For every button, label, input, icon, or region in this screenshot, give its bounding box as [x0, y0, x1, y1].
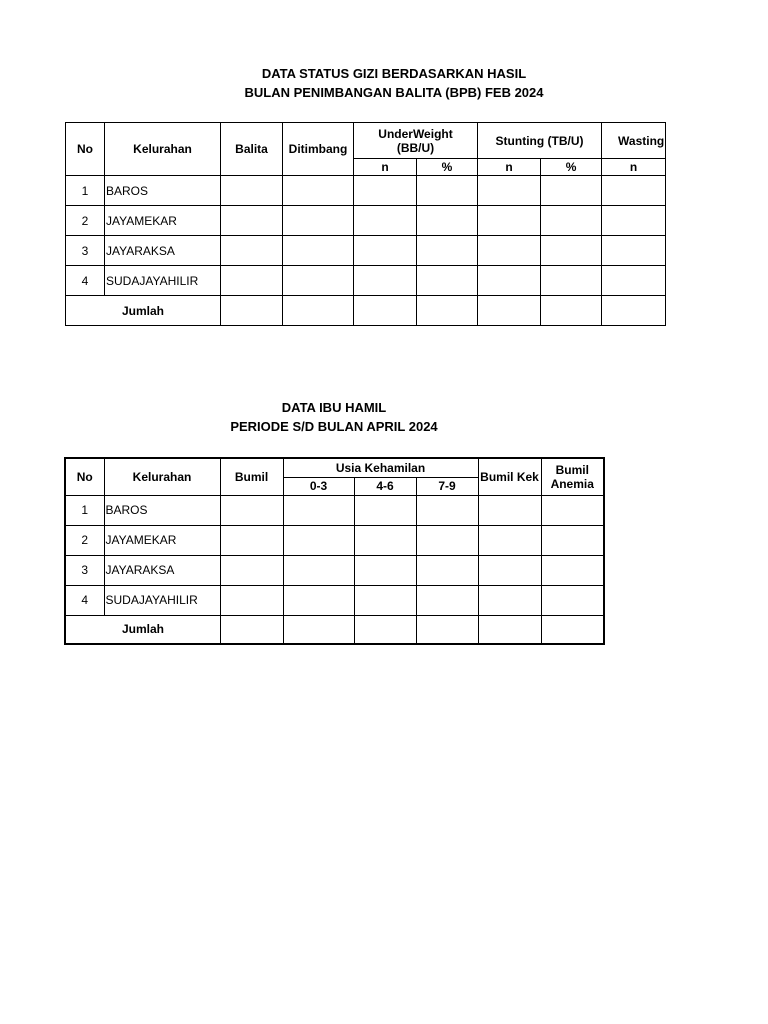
cell: [354, 266, 417, 296]
row-no: 2: [65, 525, 104, 555]
cell: [478, 615, 541, 644]
table-row: [66, 266, 666, 296]
row-no: 4: [65, 585, 104, 615]
cell: [541, 555, 604, 585]
header-usia-7-9: 7-9: [416, 477, 478, 495]
cell: [541, 206, 602, 236]
cell: [416, 495, 478, 525]
header-kelurahan: Kelurahan: [104, 458, 220, 495]
table-row: [65, 495, 604, 525]
cell: [478, 176, 541, 206]
header-bumil-anemia-line2: Anemia: [550, 476, 594, 491]
row-kelurahan: JAYAMEKAR: [105, 206, 221, 236]
cell: [478, 525, 541, 555]
row-kelurahan: SUDAJAYAHILIR: [105, 266, 221, 296]
cell: [220, 555, 283, 585]
cell: [541, 236, 602, 266]
row-no: 4: [66, 266, 105, 296]
header-bumil-anemia-line1: Bumil: [555, 462, 589, 477]
cell: [602, 176, 666, 206]
cell: [220, 585, 283, 615]
header-stunting-pct: %: [541, 159, 602, 176]
cell: [354, 206, 417, 236]
cell: [478, 585, 541, 615]
section2-title-line2: PERIODE S/D BULAN APRIL 2024: [230, 419, 438, 434]
header-underweight-line2: (BB/U): [396, 140, 435, 155]
total-row: [65, 615, 604, 644]
cell: [354, 176, 417, 206]
cell: [354, 615, 416, 644]
header-wasting: Wasting: [602, 123, 666, 159]
header-usia-kehamilan: Usia Kehamilan: [283, 458, 478, 477]
cell: [417, 236, 478, 266]
cell: [478, 495, 541, 525]
cell: [541, 615, 604, 644]
header-stunting-n: n: [478, 159, 541, 176]
cell: [417, 266, 478, 296]
table-row: [66, 206, 666, 236]
section2-title: [0, 398, 718, 436]
table-row: [65, 525, 604, 555]
header-underweight-line1: UnderWeight: [378, 126, 453, 141]
header-ditimbang: Ditimbang: [283, 123, 354, 176]
table-row: [65, 555, 604, 585]
row-no: 3: [66, 236, 105, 266]
cell: [283, 236, 354, 266]
row-no: 2: [66, 206, 105, 236]
row-kelurahan: SUDAJAYAHILIR: [104, 585, 220, 615]
cell: [354, 495, 416, 525]
cell: [283, 525, 354, 555]
cell: [478, 555, 541, 585]
cell: [541, 176, 602, 206]
cell: [478, 206, 541, 236]
table-row: [66, 236, 666, 266]
row-no: 1: [66, 176, 105, 206]
header-no: No: [65, 458, 104, 495]
cell: [417, 296, 478, 326]
cell: [354, 525, 416, 555]
header-usia-0-3: 0-3: [283, 477, 354, 495]
header-bumil-kek: Bumil Kek: [478, 458, 541, 495]
header-wasting-n: n: [602, 159, 666, 176]
cell: [354, 296, 417, 326]
cell: [220, 615, 283, 644]
cell: [221, 206, 283, 236]
cell: [602, 266, 666, 296]
cell: [417, 176, 478, 206]
cell: [283, 296, 354, 326]
header-kelurahan: Kelurahan: [105, 123, 221, 176]
table-row: [66, 176, 666, 206]
total-label: Jumlah: [66, 296, 221, 326]
header-balita: Balita: [221, 123, 283, 176]
cell: [541, 495, 604, 525]
cell: [220, 525, 283, 555]
cell: [283, 615, 354, 644]
row-kelurahan: BAROS: [105, 176, 221, 206]
pregnant-women-table: [64, 457, 605, 645]
cell: [541, 585, 604, 615]
cell: [283, 266, 354, 296]
cell: [416, 555, 478, 585]
cell: [602, 236, 666, 266]
table-row: [65, 585, 604, 615]
header-bumil: Bumil: [220, 458, 283, 495]
row-kelurahan: BAROS: [104, 495, 220, 525]
cell: [354, 555, 416, 585]
cell: [478, 266, 541, 296]
row-kelurahan: JAYARAKSA: [104, 555, 220, 585]
cell: [283, 176, 354, 206]
total-row: [66, 296, 666, 326]
cell: [541, 296, 602, 326]
total-label: Jumlah: [65, 615, 220, 644]
cell: [283, 495, 354, 525]
header-underweight-pct: %: [417, 159, 478, 176]
header-underweight-n: n: [354, 159, 417, 176]
cell: [416, 585, 478, 615]
cell: [602, 206, 666, 236]
cell: [602, 296, 666, 326]
section1-title: [10, 64, 768, 102]
row-no: 3: [65, 555, 104, 585]
cell: [354, 585, 416, 615]
cell: [221, 176, 283, 206]
cell: [221, 266, 283, 296]
cell: [221, 296, 283, 326]
cell: [478, 236, 541, 266]
header-bumil-anemia: [541, 458, 604, 495]
cell: [541, 525, 604, 555]
cell: [354, 236, 417, 266]
cell: [283, 555, 354, 585]
nutrition-status-table: [65, 122, 666, 326]
cell: [478, 296, 541, 326]
cell: [416, 615, 478, 644]
cell: [283, 585, 354, 615]
header-no: No: [66, 123, 105, 176]
header-stunting: Stunting (TB/U): [478, 123, 602, 159]
row-no: 1: [65, 495, 104, 525]
cell: [541, 266, 602, 296]
row-kelurahan: JAYARAKSA: [105, 236, 221, 266]
section1-title-line1: DATA STATUS GIZI BERDASARKAN HASIL: [261, 66, 527, 81]
cell: [416, 525, 478, 555]
header-usia-4-6: 4-6: [354, 477, 416, 495]
cell: [220, 495, 283, 525]
row-kelurahan: JAYAMEKAR: [104, 525, 220, 555]
section1-title-line2: BULAN PENIMBANGAN BALITA (BPB) FEB 2024: [244, 85, 544, 100]
section2-title-line1: DATA IBU HAMIL: [281, 400, 387, 415]
header-underweight: [354, 123, 478, 159]
cell: [417, 206, 478, 236]
cell: [283, 206, 354, 236]
cell: [221, 236, 283, 266]
